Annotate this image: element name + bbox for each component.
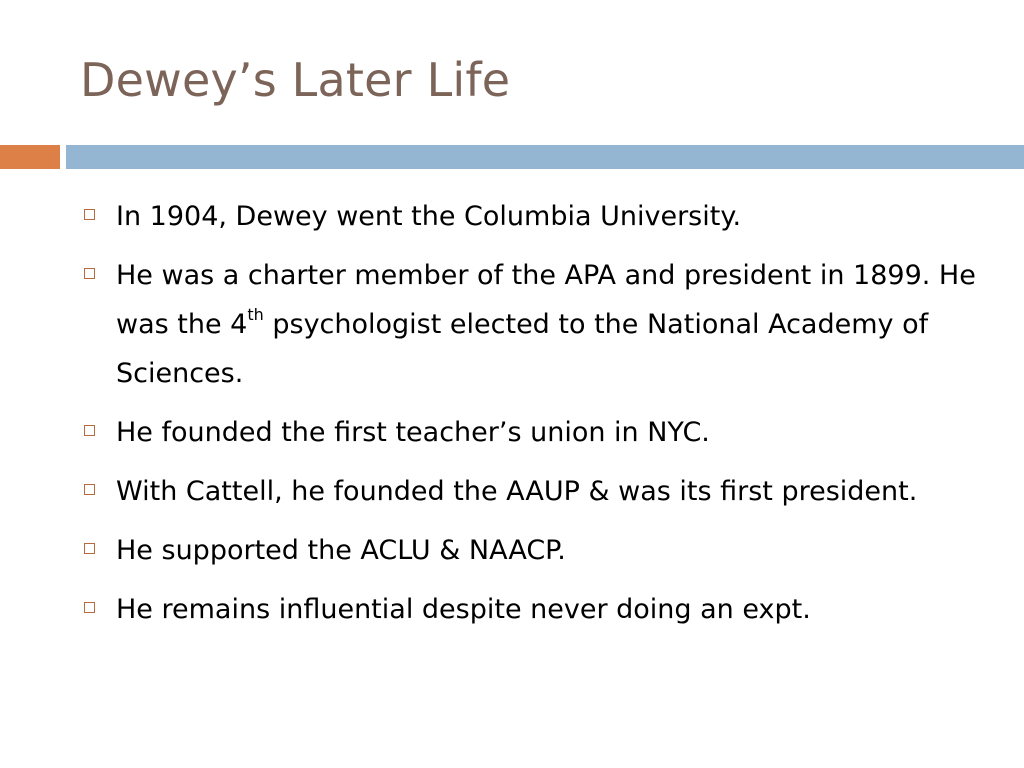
bullet-item bbox=[82, 585, 982, 634]
bullet-item bbox=[82, 408, 982, 457]
bullet-item bbox=[82, 192, 982, 241]
bullet-text: He supported the ACLU & NAACP. bbox=[116, 535, 566, 566]
ordinal-superscript: th bbox=[247, 305, 264, 324]
square-outline-icon bbox=[84, 484, 95, 495]
bullet-item bbox=[82, 526, 982, 575]
bullet-item bbox=[82, 467, 982, 516]
bullet-text-part: psychologist elected to the National Academy of Sciences. bbox=[116, 309, 929, 389]
square-outline-icon bbox=[84, 602, 95, 613]
slide-title: Dewey’s Later Life bbox=[80, 53, 511, 107]
square-outline-icon bbox=[84, 543, 95, 554]
bullet-text: He founded the first teacher’s union in NYC. bbox=[116, 417, 710, 448]
square-outline-icon bbox=[84, 425, 95, 436]
bullet-item bbox=[82, 251, 982, 398]
square-outline-icon bbox=[84, 268, 95, 279]
title-divider-bar bbox=[66, 145, 1024, 169]
bullet-text: In 1904, Dewey went the Columbia University. bbox=[116, 201, 742, 232]
bullet-text: He remains influential despite never doing an expt. bbox=[116, 594, 811, 625]
bullet-list bbox=[82, 192, 982, 644]
square-outline-icon bbox=[84, 209, 95, 220]
bullet-text: With Cattell, he founded the AAUP & was its first president. bbox=[116, 476, 918, 507]
bullet-text-part: He was a charter member of the APA and president in 1899. He was the 4 bbox=[116, 260, 976, 340]
title-accent-bar bbox=[0, 145, 60, 169]
